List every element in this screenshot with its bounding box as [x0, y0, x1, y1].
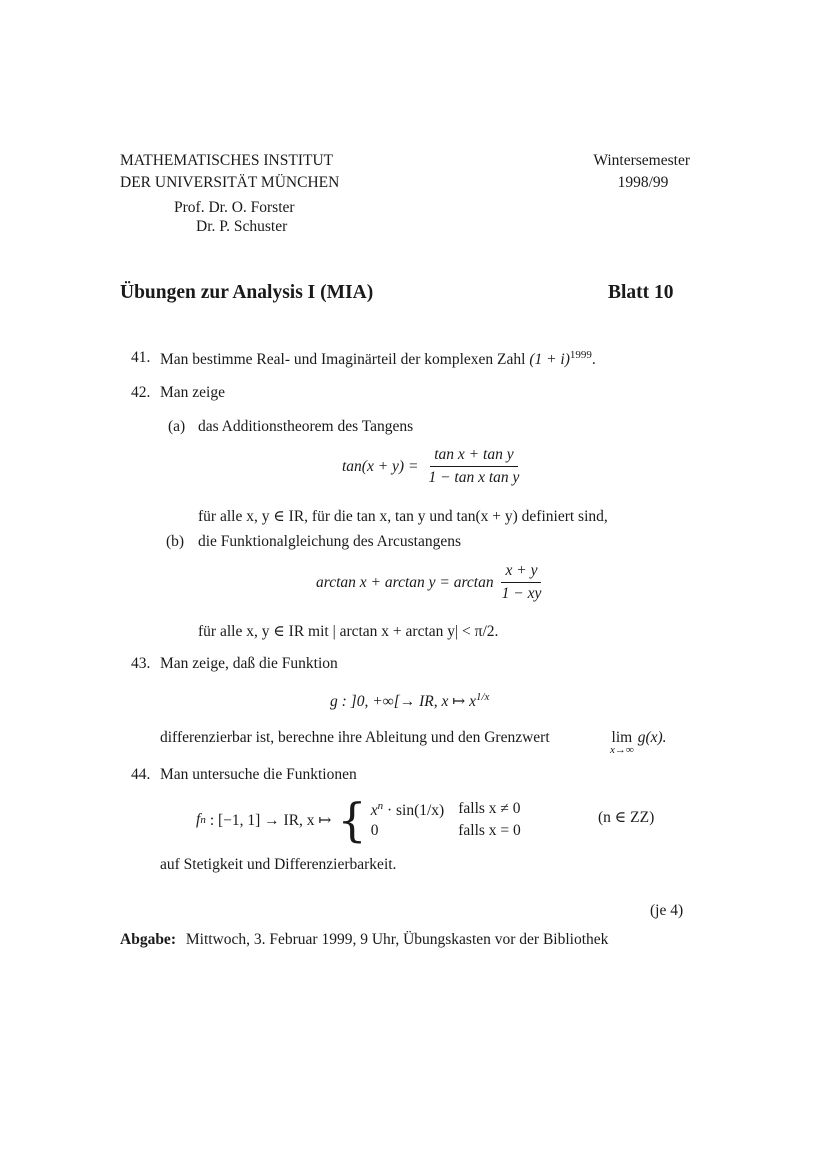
semester-line-1: Wintersemester: [593, 152, 690, 169]
limit-function: g(x).: [637, 729, 667, 746]
institute-line-2: DER UNIVERSITÄT MÜNCHEN: [120, 174, 340, 191]
formula-tangent-addition: [342, 446, 523, 487]
formula-42a-fraction: [424, 446, 523, 487]
case-1-condition: falls x ≠ 0: [458, 799, 521, 817]
problem-41-number: 41.: [131, 349, 151, 366]
problem-41-text: Man bestimme Real- und Imaginärteil der komplexen Zahl: [160, 351, 526, 369]
submission-label: Abgabe:: [120, 931, 176, 948]
sheet-number: Blatt 10: [608, 282, 674, 303]
case-1-base: x: [370, 802, 378, 820]
problem-42b-label: (b): [166, 533, 185, 550]
case-2-expression: 0: [370, 822, 379, 840]
problem-43-text: Man zeige, daß die Funktion: [160, 655, 338, 672]
formula-42a-denominator: 1 − tan x tan y: [428, 469, 520, 486]
formula-43-exponent: 1/x: [476, 691, 490, 703]
case-1-exponent: n: [377, 799, 384, 812]
formula-43-main: g : ]0, +∞[→ IR, x ↦ x: [330, 693, 476, 711]
formula-42b-lhs: arctan x + arctan y = arctan: [316, 573, 494, 591]
cases-grid: [371, 800, 521, 840]
points-note: (je 4): [650, 902, 684, 919]
problem-42a-label: (a): [168, 418, 186, 435]
formula-42a-lhs: tan(x + y) =: [342, 457, 419, 475]
problem-41-period: .: [591, 351, 596, 369]
problem-42b-text: die Funktionalgleichung des Arcustangens: [198, 533, 462, 550]
formula-42b-fraction: [498, 562, 546, 603]
formula-44-mapping: : [−1, 1] → IR, x ↦: [209, 811, 332, 829]
formula-44-domain: (n ∈ ZZ): [598, 809, 655, 826]
formula-42b-numerator: x + y: [501, 562, 541, 583]
formula-44-lhs: f: [196, 811, 201, 828]
problem-44-follow: auf Stetigkeit und Differenzierbarkeit.: [160, 856, 397, 873]
problem-42a-text: das Additionstheorem des Tangens: [198, 418, 414, 435]
formula-42b-denominator: 1 − xy: [501, 585, 542, 602]
problem-42-text: Man zeige: [160, 384, 225, 401]
problem-41-exponent: 1999: [569, 349, 592, 361]
formula-44-subscript: n: [200, 814, 206, 826]
submission: [120, 931, 608, 949]
formula-arctan-equation: [316, 562, 545, 603]
assistant-name: Dr. P. Schuster: [196, 218, 288, 235]
problem-43-number: 43.: [131, 655, 151, 672]
limit-operator: [610, 729, 634, 756]
problem-41-expression: (1 + i): [529, 351, 570, 369]
case-2-condition: falls x = 0: [458, 822, 521, 840]
limit-subscript: x→∞: [610, 744, 634, 756]
problem-43-follow: differenzierbar ist, berechne ihre Ableitung und den Grenzwert: [160, 729, 550, 746]
problem-42b-condition: für alle x, y ∈ IR mit | arctan x + arctan y| < π/2.: [198, 623, 499, 640]
submission-text: Mittwoch, 3. Februar 1999, 9 Uhr, Übungskasten vor der Bibliothek: [185, 931, 609, 948]
professor-name: Prof. Dr. O. Forster: [174, 199, 295, 216]
case-1-rest: · sin(1/x): [383, 802, 445, 820]
problem-41: [160, 349, 596, 369]
problem-42a-condition: für alle x, y ∈ IR, für die tan x, tan y und tan(x + y) definiert sind,: [198, 508, 608, 525]
problem-44-text: Man untersuche die Funktionen: [160, 766, 357, 783]
semester-line-2: 1998/99: [617, 174, 669, 191]
sheet-title: Übungen zur Analysis I (MIA): [120, 282, 374, 303]
case-1-expression: [371, 800, 445, 820]
problem-42-number: 42.: [131, 384, 151, 401]
formula-43: [330, 691, 489, 711]
cases-brace: {: [337, 793, 367, 847]
formula-44: [196, 793, 521, 847]
limit-expression: [610, 729, 667, 756]
formula-42a-numerator: tan x + tan y: [430, 446, 517, 467]
problem-44-number: 44.: [131, 766, 151, 783]
limit-text: lim: [611, 729, 633, 746]
institute-line-1: MATHEMATISCHES INSTITUT: [120, 152, 334, 169]
